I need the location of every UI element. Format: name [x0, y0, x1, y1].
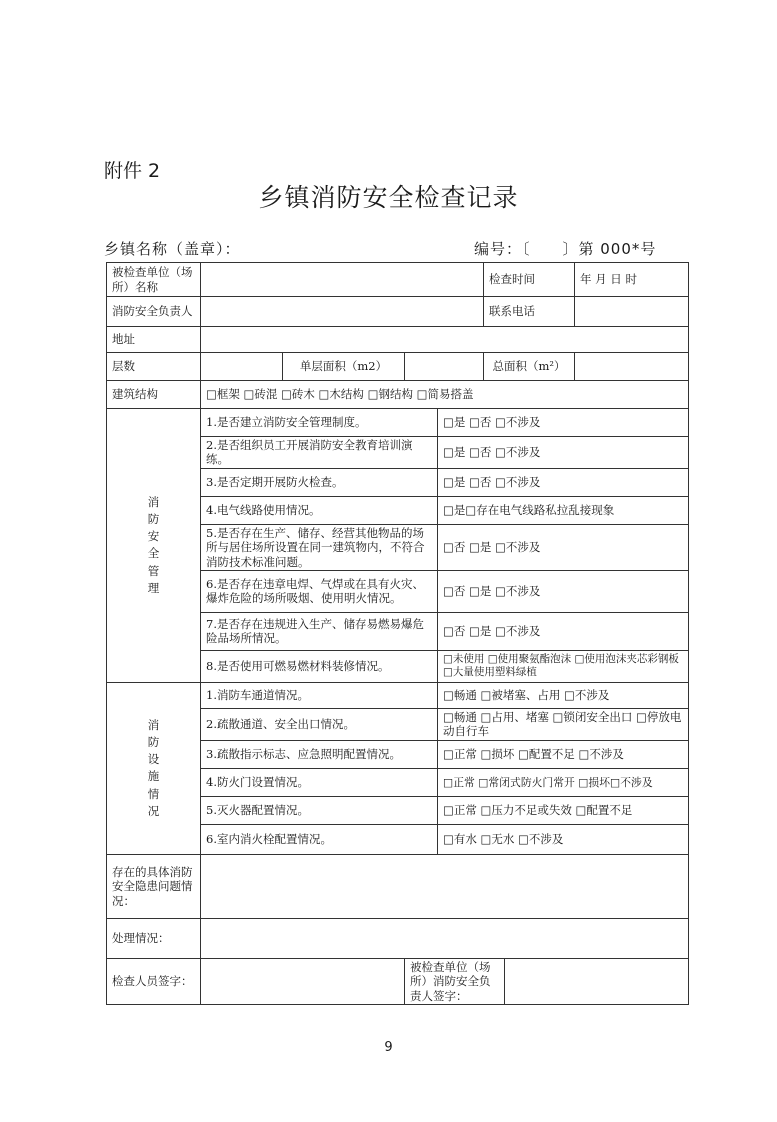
- facility-group-label: [107, 682, 201, 854]
- mgmt-answer[interactable]: □是 □否 □不涉及: [438, 468, 689, 496]
- structure-label: 建筑结构: [107, 381, 201, 409]
- facility-group-char: 况: [147, 803, 160, 818]
- issues-field[interactable]: [201, 854, 689, 918]
- inspector-sign-label: 检查人员签字：: [107, 958, 201, 1004]
- facility-question: 3.疏散指示标志、应急照明配置情况。: [201, 740, 438, 768]
- row-address: [107, 327, 689, 353]
- unit-name-label: 被检查单位（场所）名称: [107, 263, 201, 297]
- serial-number-label: 编号：〔 〕第 000*号: [474, 240, 657, 258]
- facility-answer[interactable]: □正常 □损坏 □配置不足 □不涉及: [438, 740, 689, 768]
- facility-answer[interactable]: □畅通 □被堵塞、占用 □不涉及: [438, 682, 689, 708]
- row-handling: [107, 918, 689, 958]
- row-unit-name: [107, 263, 689, 297]
- floor-area-field[interactable]: [405, 353, 484, 381]
- facility-group-char: 施: [147, 769, 160, 784]
- row-responsible: [107, 297, 689, 327]
- facility-row: [107, 682, 689, 708]
- check-time-field[interactable]: 年 月 日 时: [575, 263, 689, 297]
- facility-question: 5.灭火器配置情况。: [201, 796, 438, 824]
- mgmt-group-char: 消: [147, 494, 160, 509]
- mgmt-group-char: 理: [147, 580, 160, 595]
- phone-label: 联系电话: [484, 297, 575, 327]
- mgmt-group-char: 全: [147, 546, 160, 561]
- mgmt-answer[interactable]: □未使用 □使用聚氨酯泡沫 □使用泡沫夹芯彩钢板 □大量使用塑料绿植: [438, 650, 689, 682]
- mgmt-question: 8.是否使用可燃易燃材料装修情况。: [201, 650, 438, 682]
- address-field[interactable]: [201, 327, 689, 353]
- mgmt-question: 6.是否存在违章电焊、气焊或在具有火灾、爆炸危险的场所吸烟、使用明火情况。: [201, 570, 438, 612]
- mgmt-answer[interactable]: □否 □是 □不涉及: [438, 524, 689, 570]
- mgmt-row: [107, 409, 689, 437]
- unit-name-field[interactable]: [201, 263, 484, 297]
- structure-options[interactable]: □框架 □砖混 □砖木 □木结构 □钢结构 □简易搭盖: [201, 381, 689, 409]
- facility-group-char: 消: [147, 717, 160, 732]
- mgmt-question: 7.是否存在违规进入生产、储存易燃易爆危险品场所情况。: [201, 612, 438, 650]
- responsible-sign-field[interactable]: [505, 958, 689, 1004]
- facility-answer[interactable]: □正常 □常闭式防火门常开 □损坏□不涉及: [438, 768, 689, 796]
- page-title: 乡镇消防安全检查记录: [258, 183, 519, 212]
- facility-question: 2.疏散通道、安全出口情况。: [201, 708, 438, 740]
- mgmt-group-char: 管: [147, 563, 160, 578]
- facility-answer[interactable]: □正常 □压力不足或失效 □配置不足: [438, 796, 689, 824]
- mgmt-answer[interactable]: □否 □是 □不涉及: [438, 570, 689, 612]
- total-area-label: 总面积（m²）: [484, 353, 575, 381]
- mgmt-question: 5.是否存在生产、储存、经营其他物品的场所与居住场所设置在同一建筑物内，不符合消防技术标准问题。: [201, 524, 438, 570]
- row-structure: [107, 381, 689, 409]
- floors-field[interactable]: [201, 353, 283, 381]
- mgmt-answer[interactable]: □是□存在电气线路私拉乱接现象: [438, 496, 689, 524]
- row-signatures: [107, 958, 689, 1004]
- mgmt-question: 2.是否组织员工开展消防安全教育培训演练。: [201, 437, 438, 469]
- facility-group-char: 情: [147, 786, 160, 801]
- mgmt-question: 4.电气线路使用情况。: [201, 496, 438, 524]
- check-time-label: 检查时间: [484, 263, 575, 297]
- facility-question: 6.室内消火栓配置情况。: [201, 824, 438, 854]
- facility-group-char: 防: [147, 734, 160, 749]
- address-label: 地址: [107, 327, 201, 353]
- mgmt-group-label: [107, 409, 201, 683]
- inspector-sign-field[interactable]: [201, 958, 405, 1004]
- facility-answer[interactable]: □畅通 □占用、堵塞 □锁闭安全出口 □停放电动自行车: [438, 708, 689, 740]
- handling-label: 处理情况：: [107, 918, 201, 958]
- total-area-field[interactable]: [575, 353, 689, 381]
- town-name-label: 乡镇名称（盖章）：: [104, 240, 241, 258]
- responsible-sign-label: 被检查单位（场所）消防安全负责人签字：: [405, 958, 505, 1004]
- handling-field[interactable]: [201, 918, 689, 958]
- issues-label: 存在的具体消防安全隐患问题情况：: [107, 854, 201, 918]
- attachment-label: 附件 2: [104, 160, 161, 182]
- floors-label: 层数: [107, 353, 201, 381]
- mgmt-question: 3.是否定期开展防火检查。: [201, 468, 438, 496]
- mgmt-question: 1.是否建立消防安全管理制度。: [201, 409, 438, 437]
- facility-group-char: 设: [147, 752, 160, 767]
- mgmt-group-char: 防: [147, 511, 160, 526]
- floor-area-label: 单层面积（m2）: [283, 353, 405, 381]
- phone-field[interactable]: [575, 297, 689, 327]
- inspection-form-table: [106, 262, 689, 1005]
- mgmt-group-char: 安: [147, 529, 160, 544]
- facility-answer[interactable]: □有水 □无水 □不涉及: [438, 824, 689, 854]
- row-area: [107, 353, 689, 381]
- page-number: 9: [384, 1040, 393, 1055]
- facility-question: 4.防火门设置情况。: [201, 768, 438, 796]
- mgmt-answer[interactable]: □是 □否 □不涉及: [438, 437, 689, 469]
- responsible-field[interactable]: [201, 297, 484, 327]
- mgmt-answer[interactable]: □否 □是 □不涉及: [438, 612, 689, 650]
- responsible-label: 消防安全负责人: [107, 297, 201, 327]
- facility-question: 1.消防车通道情况。: [201, 682, 438, 708]
- row-issues: [107, 854, 689, 918]
- mgmt-answer[interactable]: □是 □否 □不涉及: [438, 409, 689, 437]
